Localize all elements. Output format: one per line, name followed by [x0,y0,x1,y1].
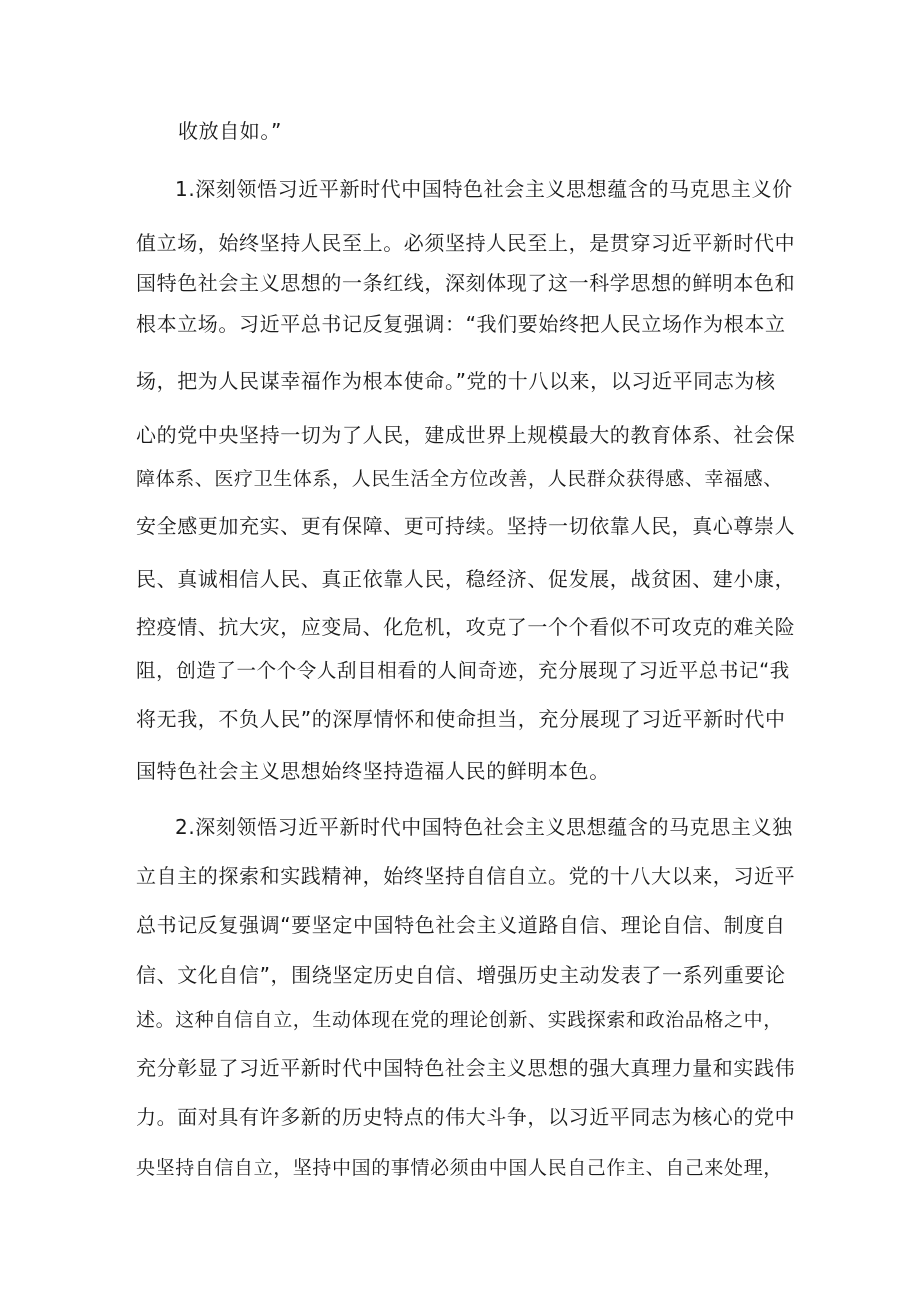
text-line: 安全感更加充实、更有保障、更可持续。坚持一切依靠人民，真心尊崇人 [136,514,796,538]
text-line: 民、真诚相信人民、真正依靠人民，稳经济、促发展，战贫困、建小康， [136,567,796,591]
text-line: 国特色社会主义思想的一条红线，深刻体现了这一科学思想的鲜明本色和 [136,271,796,295]
text-line: 将无我，不负人民”的深厚情怀和使命担当，充分展现了习近平新时代中 [136,707,786,731]
text-line: 总书记反复强调“要坚定中国特色社会主义道路自信、理论自信、制度自 [136,913,786,937]
text-line: 力。面对具有许多新的历史特点的伟大斗争，以习近平同志为核心的党中 [136,1105,796,1129]
text-line: 根本立场。习近平总书记反复强调：“我们要始终把人民立场作为根本立 [136,312,786,336]
text-line: 述。这种自信自立，生动体现在党的理论创新、实践探索和政治品格之中， [136,1009,783,1031]
text-line: 控疫情、抗大灾，应变局、化危机，攻克了一个个看似不可攻克的难关险 [136,615,796,639]
text-line: 信、文化自信”，围绕坚定历史自信、增强历史主动发表了一系列重要论 [136,963,786,987]
paragraph-1-heading-line: 1.深刻领悟习近平新时代中国特色社会主义思想蕴含的马克思主义价 [175,177,793,201]
text-line: 充分彰显了习近平新时代中国特色社会主义思想的强大真理力量和实践伟 [136,1056,796,1080]
text-line: 立自主的探索和实践精神，始终坚持自信自立。党的十八大以来，习近平 [136,864,796,888]
text-line: 心的党中央坚持一切为了人民，建成世界上规模最大的教育体系、社会保 [136,423,796,447]
paragraph-2-heading-line: 2.深刻领悟习近平新时代中国特色社会主义思想蕴含的马克思主义独 [175,815,793,839]
text-line: 央坚持自信自立，坚持中国的事情必须由中国人民自己作主、自己来处理， [136,1157,783,1179]
text-line: 值立场，始终坚持人民至上。必须坚持人民至上，是贯穿习近平新时代中 [136,231,796,255]
text-line: 障体系、医疗卫生体系，人民生活全方位改善，人民群众获得感、幸福感、 [136,468,783,490]
text-line: 收放自如。” [178,119,282,143]
text-line: 场，把为人民谋幸福作为根本使命。”党的十八以来，以习近平同志为核 [136,369,776,393]
text-line: 阻，创造了一个个令人刮目相看的人间奇迹，充分展现了习近平总书记“我 [136,659,790,682]
text-line: 国特色社会主义思想始终坚持造福人民的鲜明本色。 [136,759,610,783]
